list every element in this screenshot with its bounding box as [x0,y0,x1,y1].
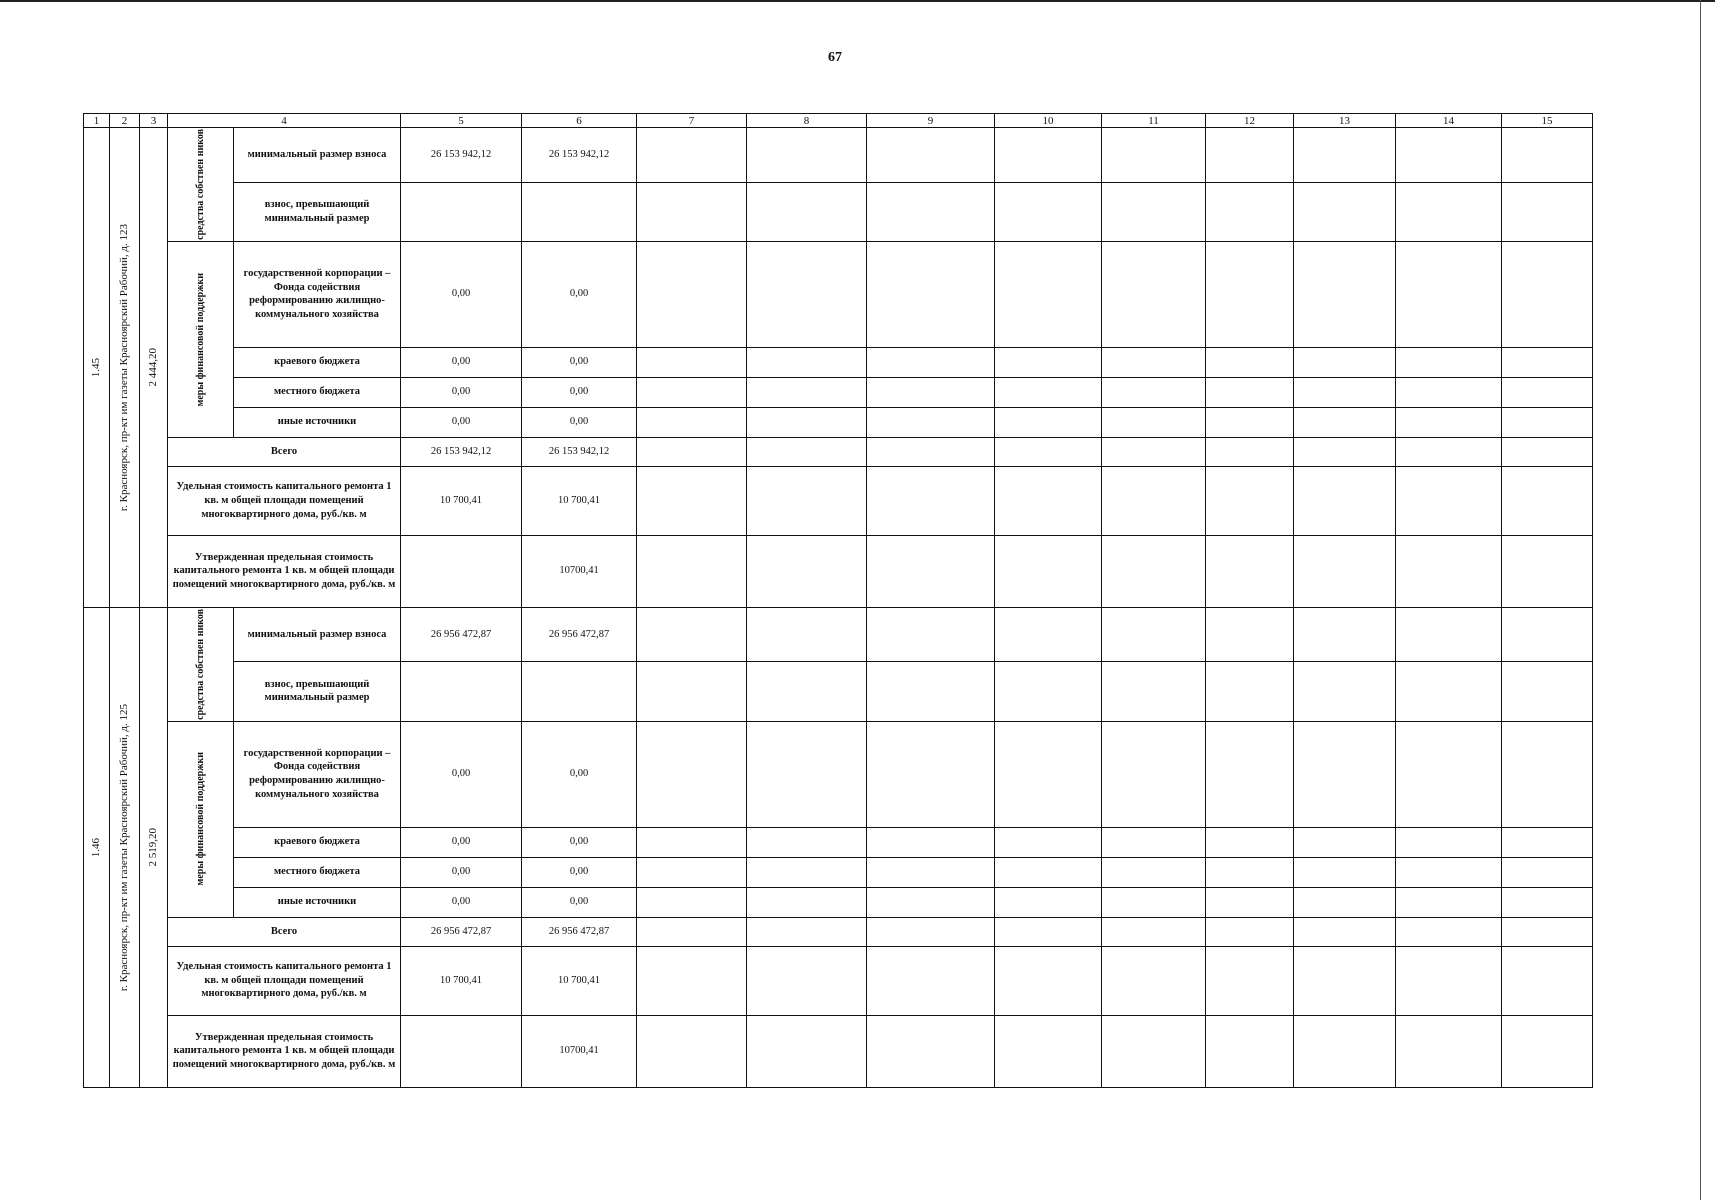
row-label: иные источники [234,407,401,437]
empty-cell [1294,241,1396,347]
empty-cell [995,466,1102,535]
empty-cell [1102,128,1206,183]
financial-support-label-wrap [170,273,231,406]
value-col6: 0,00 [522,827,637,857]
value-col6: 0,00 [522,407,637,437]
empty-cell [1396,128,1502,183]
building-address-wrap [112,704,137,991]
table-row [84,535,1593,607]
empty-cell [867,437,995,466]
empty-cell [1102,662,1206,721]
value-col5 [401,662,522,721]
empty-cell [867,407,995,437]
empty-cell [1102,347,1206,377]
row-label: минимальный размер взноса [234,607,401,662]
financial-support-label-text: меры финансовой поддержки [194,752,206,886]
value-col6: 10 700,41 [522,466,637,535]
empty-cell [1502,347,1593,377]
empty-cell [637,241,747,347]
owners-funds-label-wrap [170,129,231,240]
empty-cell [1102,887,1206,917]
empty-cell [1502,377,1593,407]
header-cell: 4 [168,114,401,128]
value-col5: 0,00 [401,721,522,827]
empty-cell [637,946,747,1015]
owners-funds-label-text: средства собствен ников [194,129,206,240]
building-area [140,607,168,1087]
empty-cell [637,535,747,607]
empty-cell [1502,466,1593,535]
empty-cell [995,946,1102,1015]
empty-cell [1206,887,1294,917]
financing-table [83,113,1593,1088]
row-index [84,128,110,608]
empty-cell [1206,721,1294,827]
empty-cell [1396,857,1502,887]
empty-cell [1206,857,1294,887]
empty-cell [1102,946,1206,1015]
empty-cell [747,1015,867,1087]
empty-cell [1206,407,1294,437]
header-cell: 11 [1102,114,1206,128]
empty-cell [637,377,747,407]
empty-cell [1206,917,1294,946]
empty-cell [1206,347,1294,377]
empty-cell [1396,721,1502,827]
empty-cell [995,128,1102,183]
value-col5: 0,00 [401,887,522,917]
empty-cell [1206,466,1294,535]
table-row [84,857,1593,887]
empty-cell [747,535,867,607]
value-col6: 0,00 [522,887,637,917]
empty-cell [995,827,1102,857]
empty-cell [867,377,995,407]
value-col5: 26 153 942,12 [401,128,522,183]
value-col6 [522,662,637,721]
row-label: Всего [168,917,401,946]
empty-cell [995,241,1102,347]
row-label: местного бюджета [234,377,401,407]
financial-support-label-wrap [170,752,231,885]
empty-cell [867,607,995,662]
empty-cell [1396,437,1502,466]
table-row [84,407,1593,437]
empty-cell [1206,946,1294,1015]
table-row [84,1015,1593,1087]
value-col5: 0,00 [401,347,522,377]
empty-cell [995,721,1102,827]
empty-cell [995,535,1102,607]
table-row [84,182,1593,241]
table-row [84,946,1593,1015]
value-col5 [401,1015,522,1087]
row-label: краевого бюджета [234,827,401,857]
empty-cell [995,347,1102,377]
empty-cell [1102,241,1206,347]
empty-cell [747,827,867,857]
empty-cell [637,466,747,535]
empty-cell [1502,128,1593,183]
value-col5: 0,00 [401,407,522,437]
empty-cell [1102,437,1206,466]
value-col6: 26 153 942,12 [522,128,637,183]
building-area-text: 2 519,20 [147,827,160,867]
value-col5: 26 153 942,12 [401,437,522,466]
empty-cell [747,377,867,407]
value-col5: 0,00 [401,827,522,857]
empty-cell [1396,377,1502,407]
empty-cell [1206,128,1294,183]
table-row [84,241,1593,347]
owners-funds-label [168,607,234,721]
value-col6: 26 153 942,12 [522,437,637,466]
empty-cell [1396,662,1502,721]
value-col5: 0,00 [401,857,522,887]
empty-cell [1294,887,1396,917]
row-index [84,607,110,1087]
empty-cell [1396,241,1502,347]
value-col5: 0,00 [401,241,522,347]
empty-cell [995,182,1102,241]
value-col6: 10700,41 [522,535,637,607]
empty-cell [867,535,995,607]
empty-cell [1294,437,1396,466]
empty-cell [995,377,1102,407]
empty-cell [637,182,747,241]
empty-cell [1102,407,1206,437]
row-label: Утвержденная предельная стоимость капитального ремонта 1 кв. м общей площади помещений многоквартирного дома, руб./кв. м [168,535,401,607]
empty-cell [1396,917,1502,946]
owners-funds-label-wrap [170,609,231,720]
empty-cell [1294,128,1396,183]
empty-cell [1102,607,1206,662]
empty-cell [1102,1015,1206,1087]
empty-cell [1294,946,1396,1015]
empty-cell [1102,535,1206,607]
empty-cell [867,182,995,241]
financial-support-label-text: меры финансовой поддержки [194,272,206,407]
owners-funds-label-text: средства собствен ников [194,608,206,720]
table-row [84,466,1593,535]
empty-cell [1206,827,1294,857]
table-row [84,827,1593,857]
row-label: государственной корпорации – Фонда содействия реформированию жилищно-коммунального хозяйства [234,721,401,827]
empty-cell [747,466,867,535]
empty-cell [867,917,995,946]
row-label: государственной корпорации – Фонда содействия реформированию жилищно-коммунального хозяйства [234,241,401,347]
empty-cell [1396,466,1502,535]
row-label: минимальный размер взноса [234,128,401,183]
row-label: краевого бюджета [234,347,401,377]
empty-cell [637,887,747,917]
empty-cell [637,917,747,946]
empty-cell [747,721,867,827]
empty-cell [637,857,747,887]
header-cell: 3 [140,114,168,128]
empty-cell [1502,182,1593,241]
empty-cell [1502,917,1593,946]
row-label: Удельная стоимость капитального ремонта 1 кв. м общей площади помещений многоквартирного дома, руб./кв. м [168,946,401,1015]
row-index-wrap [86,838,107,857]
row-label: взнос, превышающий минимальный размер [234,182,401,241]
empty-cell [1502,887,1593,917]
empty-cell [1206,377,1294,407]
value-col5: 10 700,41 [401,946,522,1015]
empty-cell [747,946,867,1015]
empty-cell [1294,1015,1396,1087]
empty-cell [1206,1015,1294,1087]
header-cell: 14 [1396,114,1502,128]
empty-cell [1502,857,1593,887]
empty-cell [995,437,1102,466]
building-address [110,128,140,608]
empty-cell [867,887,995,917]
value-col6: 10 700,41 [522,946,637,1015]
empty-cell [1502,607,1593,662]
empty-cell [747,662,867,721]
empty-cell [1206,535,1294,607]
empty-cell [1396,827,1502,857]
empty-cell [995,607,1102,662]
header-row [84,114,1593,128]
empty-cell [1294,182,1396,241]
page-number: 67 [828,50,842,65]
empty-cell [1502,946,1593,1015]
empty-cell [1294,917,1396,946]
empty-cell [1502,241,1593,347]
empty-cell [1102,857,1206,887]
table-row [84,437,1593,466]
empty-cell [1502,535,1593,607]
empty-cell [747,347,867,377]
empty-cell [867,241,995,347]
empty-cell [637,347,747,377]
header-cell: 13 [1294,114,1396,128]
row-label: Утвержденная предельная стоимость капитального ремонта 1 кв. м общей площади помещений многоквартирного дома, руб./кв. м [168,1015,401,1087]
empty-cell [1396,946,1502,1015]
value-col6: 0,00 [522,721,637,827]
empty-cell [637,1015,747,1087]
empty-cell [1396,407,1502,437]
building-address [110,607,140,1087]
empty-cell [747,128,867,183]
page-right-edge [1700,0,1701,1200]
empty-cell [1206,662,1294,721]
building-area [140,128,168,608]
header-cell: 5 [401,114,522,128]
empty-cell [867,466,995,535]
header-cell: 10 [995,114,1102,128]
empty-cell [1294,407,1396,437]
row-label: иные источники [234,887,401,917]
empty-cell [867,827,995,857]
empty-cell [637,607,747,662]
header-cell: 15 [1502,114,1593,128]
table-row [84,917,1593,946]
empty-cell [995,1015,1102,1087]
empty-cell [747,887,867,917]
financial-support-label [168,721,234,917]
empty-cell [637,437,747,466]
empty-cell [995,887,1102,917]
building-address-wrap [112,224,137,511]
value-col5: 0,00 [401,377,522,407]
empty-cell [1294,377,1396,407]
empty-cell [1294,607,1396,662]
empty-cell [1206,241,1294,347]
empty-cell [1206,437,1294,466]
empty-cell [637,721,747,827]
empty-cell [1294,662,1396,721]
row-index-wrap [86,358,107,377]
empty-cell [637,407,747,437]
empty-cell [995,407,1102,437]
header-cell: 8 [747,114,867,128]
empty-cell [995,917,1102,946]
empty-cell [867,721,995,827]
row-label: Удельная стоимость капитального ремонта 1 кв. м общей площади помещений многоквартирного дома, руб./кв. м [168,466,401,535]
empty-cell [1396,887,1502,917]
table-row [84,377,1593,407]
empty-cell [747,407,867,437]
empty-cell [1294,347,1396,377]
building-address-text: г. Красноярск, пр-кт им газеты Красноярский Рабочий, д. 123 [118,223,131,511]
table-row [84,607,1593,662]
empty-cell [867,662,995,721]
page-top-border [0,0,1715,2]
table-row [84,721,1593,827]
value-col5: 26 956 472,87 [401,917,522,946]
building-address-text: г. Красноярск, пр-кт им газеты Красноярский Рабочий, д. 125 [118,703,131,991]
value-col5: 26 956 472,87 [401,607,522,662]
row-label: Всего [168,437,401,466]
empty-cell [1206,182,1294,241]
financial-support-label [168,241,234,437]
empty-cell [1294,535,1396,607]
value-col6: 26 956 472,87 [522,917,637,946]
table-row [84,128,1593,183]
empty-cell [747,607,867,662]
empty-cell [637,128,747,183]
value-col6: 0,00 [522,241,637,347]
empty-cell [1396,347,1502,377]
row-label: взнос, превышающий минимальный размер [234,662,401,721]
value-col5: 10 700,41 [401,466,522,535]
value-col5 [401,535,522,607]
empty-cell [1102,827,1206,857]
row-index-text: 1.45 [90,357,103,378]
empty-cell [867,946,995,1015]
empty-cell [1502,1015,1593,1087]
owners-funds-label [168,128,234,242]
empty-cell [1206,607,1294,662]
empty-cell [867,1015,995,1087]
empty-cell [1294,827,1396,857]
empty-cell [637,662,747,721]
empty-cell [1502,407,1593,437]
empty-cell [1102,466,1206,535]
empty-cell [747,241,867,347]
empty-cell [1396,607,1502,662]
empty-cell [1396,182,1502,241]
empty-cell [1396,535,1502,607]
value-col6: 0,00 [522,377,637,407]
value-col6: 10700,41 [522,1015,637,1087]
table-row [84,347,1593,377]
empty-cell [1294,857,1396,887]
header-cell: 12 [1206,114,1294,128]
empty-cell [867,857,995,887]
empty-cell [867,128,995,183]
value-col6 [522,182,637,241]
header-cell: 9 [867,114,995,128]
value-col5 [401,182,522,241]
empty-cell [1502,662,1593,721]
row-index-text: 1.46 [90,837,103,857]
empty-cell [1102,721,1206,827]
value-col6: 0,00 [522,857,637,887]
empty-cell [747,182,867,241]
table-row [84,662,1593,721]
empty-cell [1502,721,1593,827]
empty-cell [1294,721,1396,827]
empty-cell [637,827,747,857]
empty-cell [867,347,995,377]
value-col6: 26 956 472,87 [522,607,637,662]
empty-cell [995,857,1102,887]
empty-cell [1294,466,1396,535]
header-cell: 6 [522,114,637,128]
empty-cell [1502,437,1593,466]
empty-cell [747,857,867,887]
empty-cell [995,662,1102,721]
building-area-text: 2 444,20 [147,348,160,387]
header-cell: 7 [637,114,747,128]
empty-cell [1102,917,1206,946]
header-cell: 2 [110,114,140,128]
empty-cell [747,917,867,946]
building-area-wrap [142,828,165,867]
empty-cell [1396,1015,1502,1087]
empty-cell [1102,182,1206,241]
value-col6: 0,00 [522,347,637,377]
table-row [84,887,1593,917]
empty-cell [747,437,867,466]
empty-cell [1502,827,1593,857]
empty-cell [1102,377,1206,407]
row-label: местного бюджета [234,857,401,887]
header-cell: 1 [84,114,110,128]
building-area-wrap [142,348,165,387]
